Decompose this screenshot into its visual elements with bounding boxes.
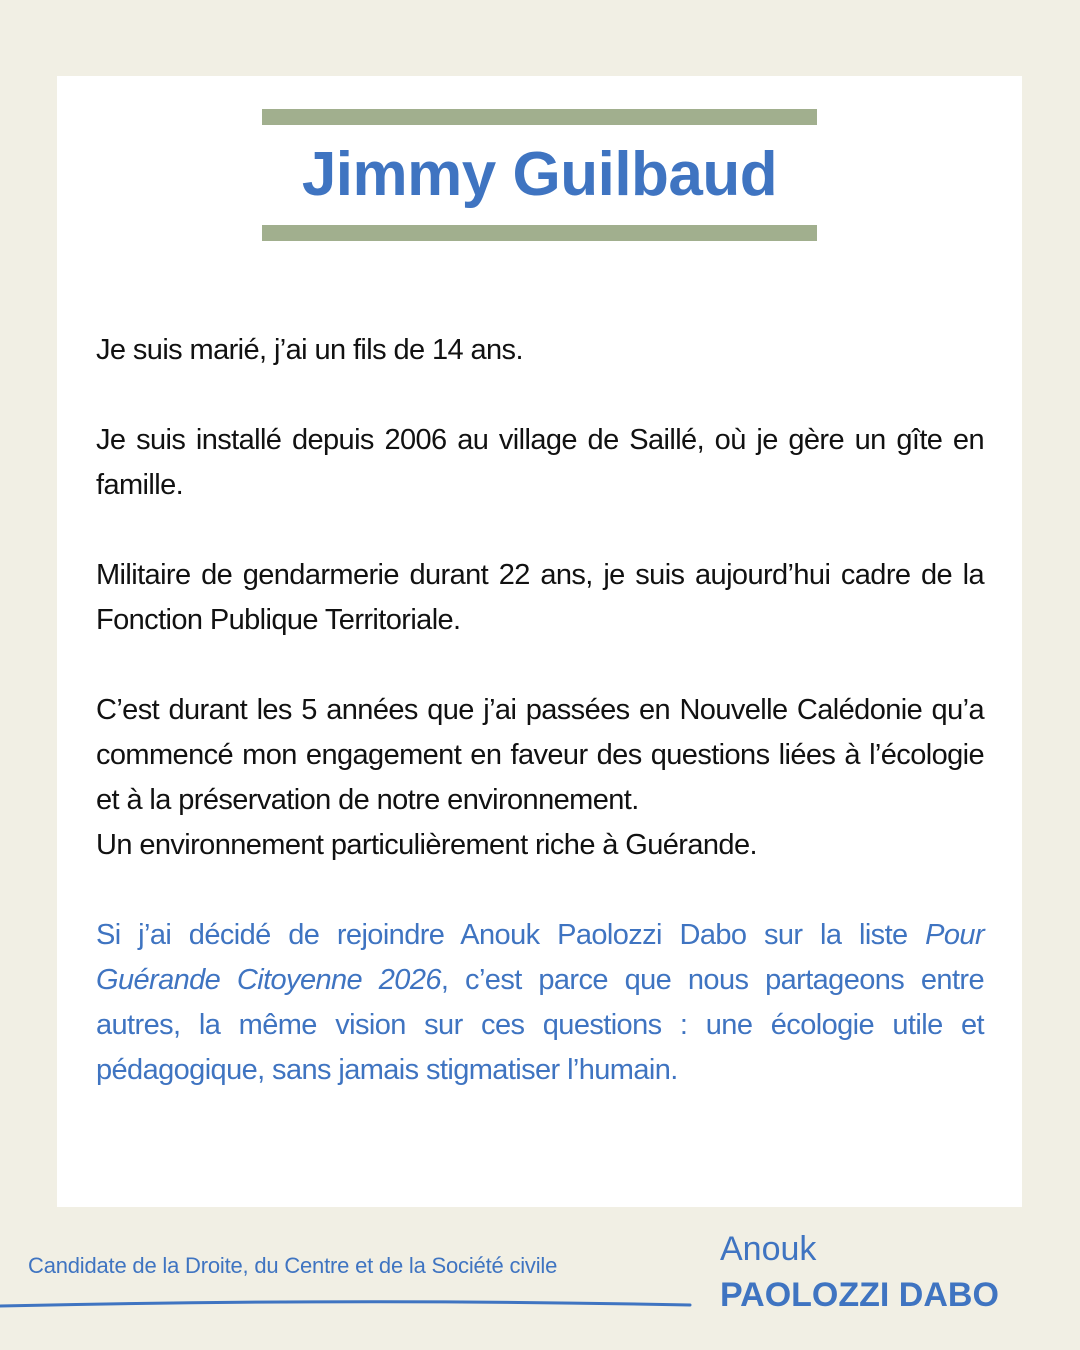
motivation-text-end: , c’est parce que nous partageons entre autres, la même vision sur ces questions : une écologie utile et pédagogique, sans jamais stigmatiser l’humain. bbox=[96, 964, 984, 1086]
paragraph-guerande: Un environnement particulièrement riche à Guérande. bbox=[96, 829, 757, 861]
paragraph-engagement: C’est durant les 5 années que j’ai passées en Nouvelle Calédonie qu’a commencé mon engagement en faveur des questions liées à l’écologie et à la préservation de notre environnement. bbox=[96, 694, 984, 816]
title-bar-bottom bbox=[262, 225, 817, 241]
page-title: Jimmy Guilbaud bbox=[301, 140, 778, 209]
paragraph-family: Je suis marié, j’ai un fils de 14 ans. bbox=[96, 334, 523, 366]
title-block bbox=[262, 109, 817, 241]
list-name: Pour Guérande Citoyenne 2026 bbox=[96, 919, 984, 996]
paragraph-residence: Je suis installé depuis 2006 au village de Saillé, où je gère un gîte en famille. bbox=[96, 424, 984, 501]
candidate-first-name: Anouk bbox=[720, 1230, 817, 1268]
footer-underline bbox=[0, 1296, 700, 1316]
candidate-tagline: Candidate de la Droite, du Centre et de la Société civile bbox=[28, 1253, 558, 1278]
motivation-text-start: Si j’ai décidé de rejoindre Anouk Paolozzi Dabo sur la liste bbox=[96, 919, 926, 951]
paragraph-career: Militaire de gendarmerie durant 22 ans, je suis aujourd’hui cadre de la Fonction Publique Territoriale. bbox=[96, 559, 984, 636]
profile-card bbox=[57, 76, 1022, 1207]
paragraph-motivation bbox=[96, 913, 984, 1093]
biography-text bbox=[96, 328, 984, 1093]
title-bar-top bbox=[262, 109, 817, 125]
candidate-last-name: PAOLOZZI DABO bbox=[720, 1276, 999, 1314]
